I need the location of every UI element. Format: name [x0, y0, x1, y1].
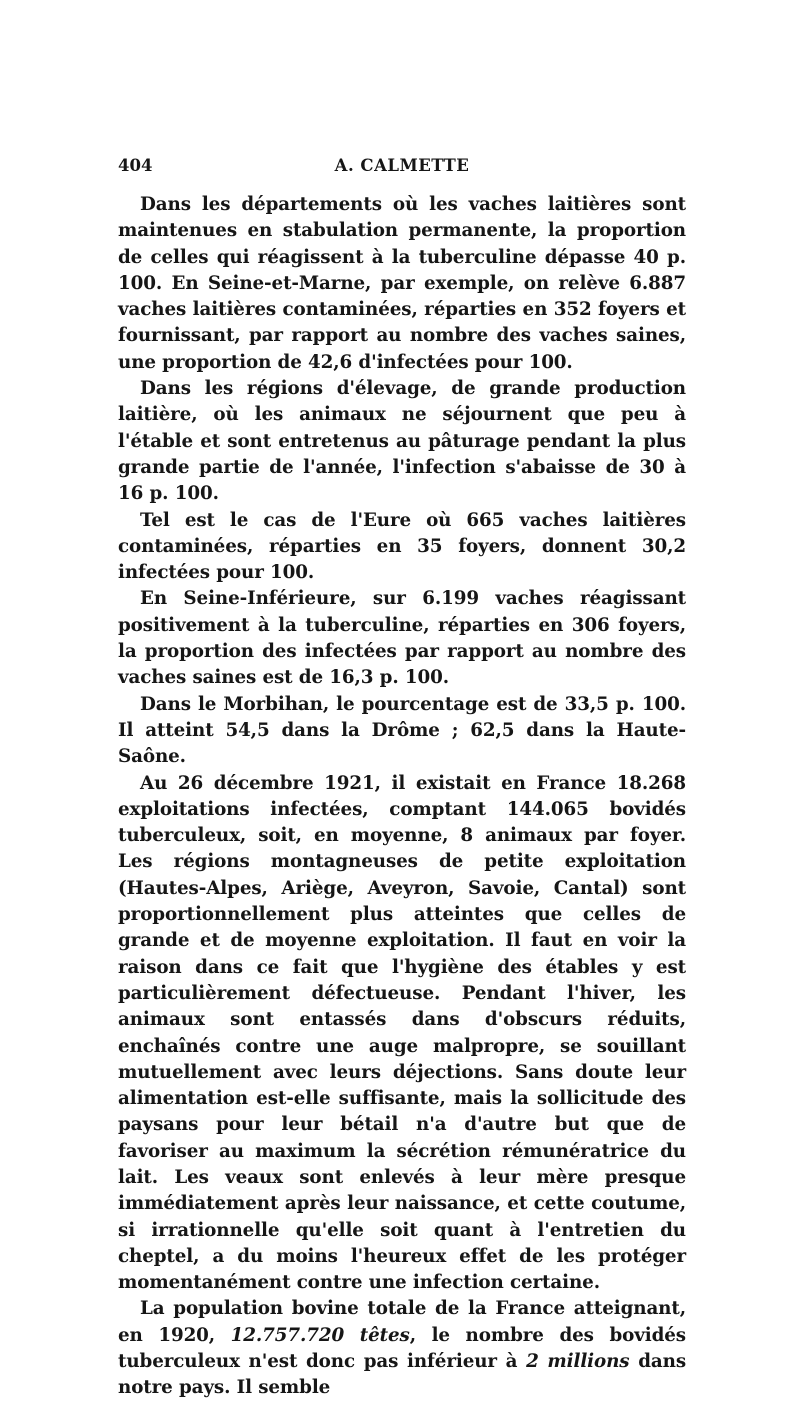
paragraph-7-text-2: , le nombre des bovidés tuberculeux n'est donc pas inférieur à [118, 1324, 686, 1373]
page-header [118, 148, 686, 188]
paragraph-2: Dans les régions d'élevage, de grande production laitière, où les animaux ne séjournent que peu à l'étable et sont entretenus au pâturage pendant la plus grande partie de l'année, l'infection s'abaisse de 30 à 16 p. 100. [118, 378, 686, 505]
paragraph-1: Dans les départements où les vaches laitières sont maintenues en stabulation permanente, la proportion de celles qui réagissent à la tuberculine dépasse 40 p. 100. En Seine-et-Marne, par exemple, on relève 6.887 vaches laitières contaminées, réparties en 352 foyers et fournissant, par rapport au nombre des vaches saines, une proportion de 42,6 d'infectées pour 100. [118, 194, 686, 373]
running-title: A. CALMETTE [334, 156, 470, 175]
paragraph-5: Dans le Morbihan, le pourcentage est de 33,5 p. 100. Il atteint 54,5 dans la Drôme ; 62,5 dans la Haute-Saône. [118, 693, 686, 768]
paragraph-7 [118, 1296, 686, 1401]
paragraph-7-text-1: La population bovine totale de la France atteignant, en 1920, [118, 1298, 686, 1346]
paragraph-4: En Seine-Inférieure, sur 6.199 vaches réagissant positivement à la tuberculine, réparties en 306 foyers, la proportion des infectées par rapport au nombre des vaches saines est de 16,3 p. 100. [118, 588, 686, 689]
paragraph-3: Tel est le cas de l'Eure où 665 vaches laitières contaminées, réparties en 35 foyers, donnent 30,2 infectées pour 100. [118, 509, 686, 584]
paragraph-7-text-3: dans notre pays. Il semble [118, 1351, 687, 1399]
paragraph-7-italic-millions: 2 millions [526, 1351, 630, 1373]
body-text [118, 192, 686, 1402]
book-page [118, 148, 686, 1402]
paragraph-6: Au 26 décembre 1921, il existait en France 18.268 exploitations infectées, comptant 144.065 bovidés tuberculeux, soit, en moyenne, 8 animaux par foyer. Les régions montagneuses de petite exploitation (Hautes-Alpes, Ariège, Aveyron, Savoie, Cantal) sont proportionnellement plus atteintes que celles de grande et de moyenne exploitation. Il faut en voir la raison dans ce fait que l'hygiène des étables y est particulièrement défectueuse. Pendant l'hiver, les animaux sont entassés dans d'obscurs réduits, enchaînés contre une auge malpropre, se souillant mutuellement avec leurs déjections. Sans doute leur alimentation est-elle suffisante, mais la sollicitude des paysans pour leur bétail n'a d'autre but que de favoriser au maximum la sécrétion rémunératrice du lait. Les veaux sont enlevés à leur mère presque immédiatement après leur naissance, et cette coutume, si irrationnelle qu'elle soit quant à l'entretien du cheptel, a du moins l'heureux effet de les protéger momentanément contre une infection certaine. [118, 772, 686, 1294]
page-number: 404 [118, 156, 153, 175]
paragraph-7-italic-heads: 12.757.720 têtes [230, 1324, 410, 1346]
